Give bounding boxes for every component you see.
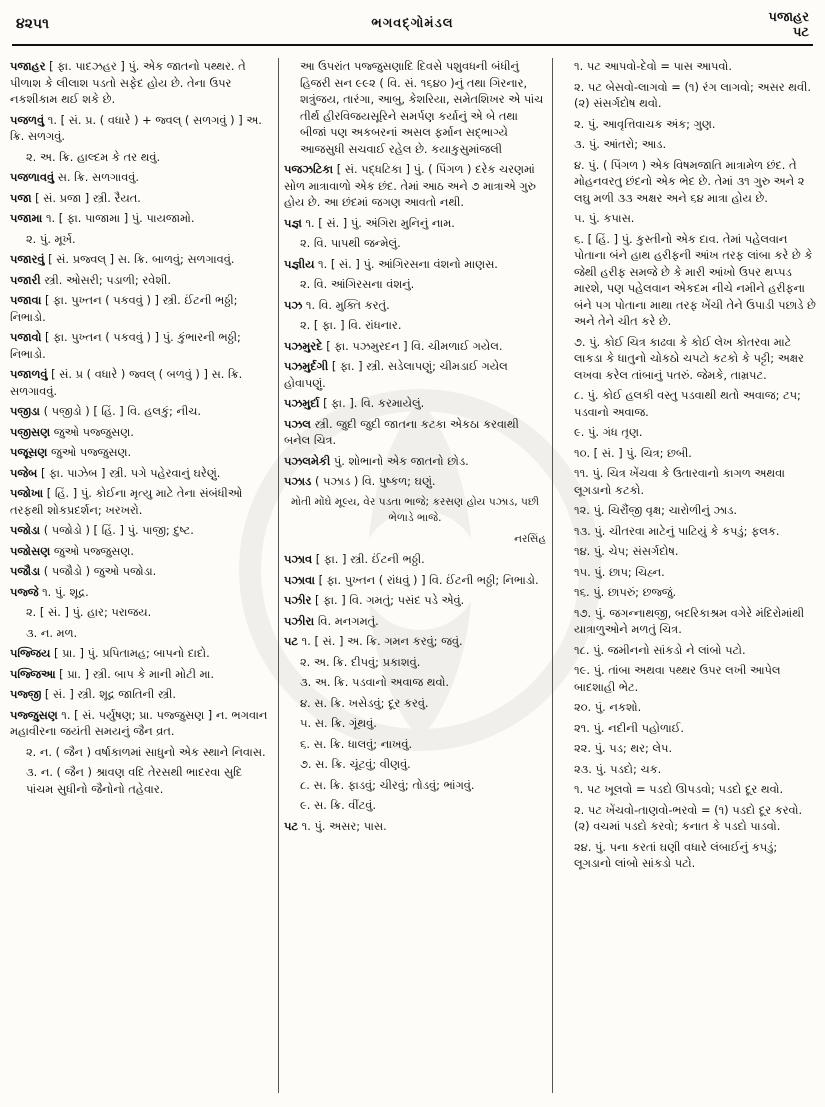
headword: પઝલ — [284, 416, 311, 431]
dictionary-entry — [10, 645, 272, 662]
dictionary-entry — [558, 740, 816, 757]
dictionary-entry — [284, 416, 546, 449]
definition-text: [ ફા. ]. વિ. કરમાયેલું. — [323, 396, 425, 410]
dictionary-entry — [284, 276, 546, 293]
dictionary-entry — [558, 802, 816, 835]
dictionary-entry — [284, 531, 546, 548]
definition-text: [ ફા. પાદઝહર ] પું. એક જાતનો પથ્થર. તે પીળાશ કે લીલાશ પડતો સફેદ હોય છે. તેના ઉપર નકશીકામ થઈ શકે છે. — [10, 59, 246, 106]
dictionary-entry — [10, 112, 272, 145]
definition-text: ( પજોડો ) [ હિં. ] પું. પાજી; દુષ્ટ. — [43, 523, 194, 537]
definition-text: [ પ્રા. ] સ્ત્રી. બાપ કે માની મોટી મા. — [59, 666, 215, 681]
definition-text: જુઓ પજ્જુસણ. — [50, 445, 132, 459]
dictionary-entry — [558, 210, 816, 227]
dictionary-entry — [10, 744, 272, 761]
definition-text: [ ફા. ] વિ. ગમતું; પસંદ પડે એવું. — [315, 593, 465, 607]
dictionary-entry — [558, 424, 816, 441]
dictionary-entry — [284, 338, 546, 355]
dictionary-entry — [558, 334, 816, 384]
definition-text: ૨. [ સં. ] પું. હાર; પરાજય. — [26, 605, 152, 619]
definition-text: જુઓ પજ્જુસણ. — [53, 424, 134, 439]
dictionary-entry — [284, 715, 546, 732]
dictionary-entry — [558, 662, 816, 695]
column-divider — [278, 58, 279, 1093]
definition-text: [ હિં. ] પું. કોઈના મૃત્યુ માટે તેના સંબંધીઓ તરફથી શોકપ્રદર્શન; ખરખરો. — [10, 486, 243, 517]
dictionary-entry — [10, 403, 272, 420]
definition-text: ૧૨. પું. ચિરૌંજી વૃક્ષ; ચારોળીનું ઝાડ. — [574, 503, 738, 517]
definition-text: ૧૫. પું. છાપ; ચિહ્ન. — [574, 564, 665, 579]
dictionary-entry — [10, 625, 272, 642]
definition-text: ૩. ન. ( જૈન ) શ્રાવણ વદિ તેરસથી ભાદરવા સુદિ પાંચમ સુધીનો જૈનોનો તહેવાર. — [26, 765, 243, 796]
headword: પજ્જી — [10, 687, 42, 701]
dictionary-entry — [10, 149, 272, 166]
dictionary-entry — [284, 818, 546, 835]
dictionary-entry — [10, 485, 272, 518]
dictionary-entry — [284, 256, 546, 273]
definition-text: ૨. વિ. પાપથી જન્મેલું. — [300, 236, 401, 250]
headword: પજીસણ — [10, 424, 51, 439]
definition-text: પું. શોભાનો એક જાતનો છોડ. — [333, 453, 469, 468]
headword: પજોસણ — [10, 543, 51, 558]
definition-text: વિ. મનગમતું. — [317, 613, 379, 628]
dictionary-entry — [10, 543, 272, 560]
dictionary-entry — [284, 453, 546, 470]
definition-text: [ સં. પ્રજ્વલ્ ] સ. ક્રિ. બાળવું; સળગાવવું. — [48, 252, 235, 266]
headword: પજારી — [10, 272, 41, 287]
definition-text: [ સં. ] સ્ત્રી. શૂદ્ર જાતિની સ્ત્રી. — [44, 687, 176, 701]
dictionary-entry — [558, 543, 816, 560]
dictionary-entry — [10, 465, 272, 482]
definition-text: ૧૦. [ સં. ] પું. ચિત્ર; છબી. — [574, 445, 692, 460]
definition-text: ૨૩. પું. પડદો; ચક. — [574, 761, 662, 776]
headword: પજોખા — [10, 486, 44, 500]
definition-text: ૧૩. પું. ચીતરવા માટેનું પાટિયું કે કપડું; ફલક. — [574, 523, 780, 538]
page-header — [12, 8, 813, 42]
dictionary-entry — [558, 79, 816, 112]
definition-text: ૧. [ સં. પ્ર. ( વધારે ) + જ્વલ્ ( સળગવું ) ] અ. ક્રિ. સળગવું. — [10, 112, 262, 143]
headword: પજાવો — [10, 330, 42, 344]
dictionary-entry — [284, 654, 546, 671]
definition-text: ૨. પટ ખેંચવો-તાણવો-ભરવો = (૧) પડદો દૂર કરવો. (૨) વચમાં પડદો કરવો; કનાત કે પડદો પાડવો. — [574, 802, 803, 833]
headword: પઝાવા — [284, 572, 315, 587]
definition-text: ૨૪. પું. પના કરતાં ઘણી વધારે લંબાઈનું કપડું; લૂગડાનો લાંબો સાંકડો પટો. — [574, 839, 778, 870]
dictionary-entry — [284, 494, 546, 527]
definition-text: ૧. પટ ખૂલવો = પડદો ઊપડવો; પડદો દૂર થવો. — [574, 782, 784, 796]
definition-text: ૧૭. પું. જગન્નાથજી, બદરિકાશ્રમ વગેરે મંદિરોમાંથી યાત્રાળુઓને મળતું ચિત્ર. — [574, 605, 805, 636]
page-number-left: ૪૨૫૧ — [16, 16, 49, 32]
headword: પઝમુર્દા — [284, 396, 320, 410]
definition-text: ૯. પું. ગંધ તૃણ. — [574, 425, 643, 439]
dictionary-entry — [284, 215, 546, 232]
dictionary-entry — [10, 210, 272, 227]
dictionary-entry — [10, 666, 272, 683]
definition-text: [ ફા. પુખ્તન ( પકવવું ) ] પું. કુંભારની ભઠ્ઠી; નિભાડો. — [10, 330, 241, 361]
dictionary-entry — [558, 58, 816, 75]
definition-text: ૧૪. પું. ચેપ; સંસર્ગદોષ. — [574, 544, 679, 558]
headword: પજ્ઞ — [284, 215, 302, 230]
dictionary-entry — [10, 444, 272, 461]
dictionary-entry — [284, 695, 546, 712]
dictionary-entry — [284, 633, 546, 650]
definition-text: ૮. સ. ક્રિ. ફાડવું; ચીરવું; તોડવું; ભાંગવું. — [300, 777, 475, 792]
dictionary-entry — [558, 642, 816, 659]
dictionary-entry — [10, 707, 272, 740]
definition-text: [ ફા. ] સ્ત્રી. ઈંટની ભઠ્ઠી. — [315, 552, 425, 566]
definition-text: ( પઝાડ ) વિ. પુષ્કળ; ઘણું. — [314, 474, 436, 488]
definition-text: સ્ત્રી. ઓસરી; પડાળી; રવેશી. — [44, 272, 171, 287]
definition-text: ૪. સ. ક્રિ. ખસેડવું; દૂર કરવું. — [300, 695, 429, 710]
definition-text: ૧૧. પું. ચિત્ર ખેંચવા કે ઉતારવાનો કાગળ અથવા લૂગડાનો કટકો. — [574, 466, 785, 497]
definition-text: ૫. સ. ક્રિ. ગૂંથવું. — [300, 716, 377, 730]
definition-text: ૧. [ સં. ] પું. આંગિરસના વંશનો માણસ. — [318, 256, 498, 271]
definition-text: ૬. સ. ક્રિ. ધાલવું; નાખવું. — [300, 736, 413, 751]
definition-text: ૨. ન. ( જૈન ) વર્ષાકાળમાં સાધુનો એક સ્થાને નિવાસ. — [26, 744, 266, 759]
definition-text: ૧. [ સં. ] પું. અંગિરા મુનિનું નામ. — [305, 215, 455, 230]
headword: પજાહર — [10, 59, 46, 73]
dictionary-entry — [558, 136, 816, 153]
definition-text: [ સં. પ્ર ( વધારે ) જ્વલ્ ( બળવું ) ] સ. ક્રિ. સળગાવવું. — [10, 367, 243, 398]
definition-text: ૧. [ ફા. પાજામા ] પું. પાયજામો. — [45, 211, 195, 225]
definition-text: ૩. ન. મળ. — [26, 625, 78, 640]
headword: પજઝટિકા — [284, 162, 334, 176]
dictionary-entry — [284, 58, 546, 157]
headword: પટ — [284, 818, 299, 833]
definition-text: ૩. પું. આંતરો; આડ. — [574, 137, 667, 151]
headword: પટ — [284, 634, 299, 648]
dictionary-entry — [558, 116, 816, 133]
headword: પઝલમેકી — [284, 453, 331, 468]
dictionary-entry — [558, 502, 816, 519]
definition-text: ૧. પું. અસર; પાસ. — [301, 818, 387, 833]
definition-text: ( પજીડો ) [ હિં. ] વિ. હલકું; નીચ. — [43, 404, 201, 418]
headword: પજીડા — [10, 404, 40, 418]
definition-text: આ ઉપરાંત પજ્જુસણાદિ દિવસે પશુવધની બંધીનું હિજરી સન ૯૯૨ ( વિ. સં. ૧૬૪૦ )નું તથા ગિરનાર, શત્રુંજય, તારંગા, આબુ, કેશરિયા, સમેતશિખર એ પાંચ તીર્થ હીરવિજયસૂરિને સમર્પણ કર્યાનું એ બે તથા બીજાં પણ અકબરનાં અસલ ફર્માન સદ્ભાગ્યે આજસુધી સચવાઈ રહેલ છે. કયાકુસુમાંજલી — [300, 59, 544, 156]
headword: પજ્જે — [10, 584, 39, 599]
definition-text: ૪. પું. ( પિંગળ ) એક વિષમજાતિ માત્રામેળ છંદ. તે મોહનવરતુ છંદનો એક ભેદ છે. તેમાં ૩૧ ગુરુ અને ૨ લઘુ મળી ૩૩ અક્ષર અને ૬૪ માત્રા હોય છે. — [574, 157, 805, 205]
dictionary-entry — [10, 522, 272, 539]
definition-text: [ ફા. પુખ્તન ( પકવવું ) ] સ્ત્રી. ઈંટની ભઠ્ઠી; નિભાડો. — [10, 293, 238, 324]
dictionary-entry — [10, 190, 272, 207]
guide-word-top: પજાહર — [768, 10, 809, 25]
dictionary-entry — [558, 839, 816, 872]
headword: પઝ — [284, 297, 303, 312]
dictionary-entry — [558, 605, 816, 638]
dictionary-entry — [284, 674, 546, 691]
dictionary-entry — [284, 797, 546, 814]
definition-text: [ ફા. પાઝેબ ] સ્ત્રી. પગે પહેરવાનું ઘરેણું. — [40, 465, 221, 480]
definition-text: ( પજૌડો ) જુઓ પજોડા. — [43, 564, 157, 578]
headword: પજ્જિઆ — [10, 666, 56, 681]
dictionary-entry — [10, 231, 272, 248]
dictionary-entry — [558, 445, 816, 462]
book-title: ભગવદ્ગોમંડલ — [371, 16, 454, 31]
definition-text: ૨. [ ફા. ] વિ. રાંધનાર. — [300, 318, 402, 332]
definition-text: [ સં. પદ્ધટિકા ] પું. ( પિંગળ ) દરેક ચરણમાં સોળ માત્રાવાળો એક છંદ. તેમાં આઠ અને ૭ માત્રાએ ગુરુ હોય છે. આ છંદમાં જગણ આવતો નથી. — [284, 162, 536, 209]
dictionary-entry — [284, 756, 546, 773]
dictionary-entry — [284, 613, 546, 630]
dictionary-entry — [284, 161, 546, 211]
dictionary-entry — [10, 272, 272, 289]
definition-text: ૫. પું. કપાસ. — [574, 211, 635, 225]
dictionary-entry — [10, 424, 272, 441]
headword: પઝમુરદે — [284, 338, 323, 353]
definition-text: ૯. સ. ક્રિ. વીંટવું. — [300, 798, 377, 812]
headword: પજ્જિય — [10, 646, 51, 660]
dictionary-entry — [558, 720, 816, 737]
definition-text: ૧. [ સં. ] અ. ક્રિ. ગમન કરવું; જવું. — [301, 634, 463, 648]
definition-text: સ. ક્રિ. સળગાવવું. — [57, 170, 140, 184]
dictionary-entry — [284, 736, 546, 753]
headword: પજારવું — [10, 252, 45, 266]
dictionary-entry — [284, 358, 546, 391]
dictionary-entry — [558, 761, 816, 778]
definition-text: ૨૦. પું. નકશો. — [574, 700, 642, 714]
headword: પજોડા — [10, 523, 41, 537]
headword: પઝીરા — [284, 613, 315, 628]
definition-text: ૭. સ. ક્રિ. ચૂંટવું; વીણવું. — [300, 757, 411, 771]
definition-text: ૧. વિ. મુક્તિ કરતું. — [305, 297, 390, 312]
dictionary-entry — [284, 572, 546, 589]
definition-text: [ પ્રા. ] પું. પ્રપિતામહ; બાપનો દાદો. — [54, 646, 210, 660]
dictionary-entry — [284, 777, 546, 794]
definition-text: ૧૯. પું. તાંબા અથવા પથ્થર ઉપર લખી આપેલ બાદશાહી ભેટ. — [574, 663, 781, 694]
definition-text: [ સં. પ્રજા ] સ્ત્રી. રૈયત. — [35, 190, 141, 205]
dictionary-entry — [558, 699, 816, 716]
dictionary-entry — [558, 584, 816, 601]
definition-text: ૨. પું. આવૃત્તિવાચક અંક; ગુણ. — [574, 116, 716, 131]
dictionary-entry — [284, 592, 546, 609]
headword: પજ્ઞીય — [284, 256, 315, 271]
headword: પઝાવ — [284, 552, 313, 566]
dictionary-entry — [284, 297, 546, 314]
column-2 — [284, 58, 546, 1098]
headword: પજામા — [10, 211, 43, 225]
definition-text: ૧. પટ આપવો-દેવો = પાસ આપવો. — [574, 59, 732, 73]
dictionary-entry — [284, 317, 546, 334]
headword: પજળવું — [10, 112, 45, 127]
dictionary-entry — [10, 329, 272, 362]
definition-text: ૨. અ. ક્રિ. દીપવું; પ્રકાશવું. — [300, 654, 421, 669]
definition-text: ૧૮. પું. જમીનનો સાંકડો ને લાંબો પટો. — [574, 642, 746, 657]
definition-text: ૮. પું. કોઈ હલકી વસ્તુ પડવાથી થતો અવાજ; ટપ; પડવાનો અવાજ. — [574, 388, 801, 419]
dictionary-entry — [10, 169, 272, 186]
dictionary-entry — [558, 465, 816, 498]
headword: પઝાડ — [284, 474, 312, 488]
definition-text: ૬. [ હિં. ] પું. કુસ્તીનો એક દાવ. તેમાં પહેલવાન પોતાના બંને હાથ હરીફની આંખ તરફ લાંબા કરે છે કે જેથી હરીફ સમજે છે કે મારી આંખો ઉપર થપ્પડ મારશે, પણ પહેલવાન એકદમ નીચે નમીને હરીફના બંને પગ પોતાના માથા તરફ ખેંચી તેને ઉપાડી પછાડે છે અને તેને ચીત કરે છે. — [574, 231, 816, 328]
definition-text: જુઓ પજ્જુસણ. — [53, 543, 134, 558]
dictionary-entry — [10, 764, 272, 797]
definition-text: [ ફા. પઝમુરદન ] વિ. ચીમળાઈ ગયેલ. — [326, 338, 503, 353]
headword: પજૂસણ — [10, 445, 48, 459]
definition-text: સ્ત્રી. જુદી જુદી જાતના કટકા એકઠા કરવાથી બનેલ ચિત્ર. — [284, 416, 519, 447]
column-divider — [552, 58, 553, 1093]
dictionary-entry — [10, 686, 272, 703]
dictionary-entry — [10, 563, 272, 580]
definition-text: [ ફા. ] સ્ત્રી. સડેલાપણું; ચીમડાઈ ગયેલ હોવાપણું. — [284, 359, 508, 390]
dictionary-entry — [558, 387, 816, 420]
definition-text: ૨. પટ બેસવો-લાગવો = (૧) રંગ લાગવો; અસર થવી. (૨) સંસર્ગદોષ થવો. — [574, 79, 811, 110]
dictionary-entry — [558, 523, 816, 540]
definition-text: ૭. પું. કોઈ ચિત્ર કાઢવા કે કોઈ લેખ કોતરવા માટે લાકડા કે ધાતુનો ચોકઠો ચપટો કટકો કે પટ્ટી; અક્ષર લખવા કરેલ તાંબાનું પતરું. જેમકે, તામ્રપટ. — [574, 334, 804, 382]
definition-text: ૨. વિ. આંગિરસના વંશનું. — [300, 277, 415, 291]
dictionary-entry — [10, 604, 272, 621]
headword: પજાવા — [10, 293, 42, 307]
definition-text: ૧. પું. શૂદ્ર. — [42, 584, 89, 599]
dictionary-entry — [284, 235, 546, 252]
definition-text: ૨. અ. ક્રિ. હાલ્દમ કે તર થવું. — [26, 149, 161, 164]
column-1 — [10, 58, 272, 1098]
headword: પજા — [10, 190, 32, 205]
column-3 — [558, 58, 816, 1098]
guide-word-bottom: પટ — [792, 25, 809, 40]
headword: પજ્જુસણ — [10, 707, 58, 722]
dictionary-entry — [284, 395, 546, 412]
dictionary-entry — [558, 781, 816, 798]
headword: પજૌડા — [10, 564, 41, 578]
headword: પજાળવું — [10, 367, 48, 381]
dictionary-entry — [10, 251, 272, 268]
definition-text: નરસિંહ — [514, 532, 546, 545]
dictionary-entry — [558, 157, 816, 207]
definition-text: ૨૧. પું. નદીની પહોળાઈ. — [574, 720, 685, 735]
definition-text: ૨. પું. મૂર્ખ. — [26, 231, 76, 246]
headword: પઝીર — [284, 593, 312, 607]
guide-words — [769, 10, 809, 40]
definition-text: ૧૬. પું. છાપરું; છજ્જું. — [574, 585, 677, 599]
definition-text: ૩. અ. ક્રિ. પડવાનો અવાજ થવો. — [300, 675, 450, 689]
dictionary-entry — [558, 231, 816, 330]
dictionary-entry — [284, 551, 546, 568]
dictionary-entry — [10, 366, 272, 399]
dictionary-entry — [284, 473, 546, 490]
definition-text: મોતી મોંઘે મૂલ્ય, વેર પડતા ભાજે; કરસણ હોય પઝાડ, પછી ભેળાડે ભાજે. — [290, 495, 540, 524]
headword: પઝમુર્દગી — [284, 359, 329, 373]
dictionary-entry — [10, 292, 272, 325]
header-rule — [12, 44, 813, 46]
definition-text: [ ફા. પુખ્તન ( રાંધવું ) ] વિ. ઈંટની ભઠ્ઠી; નિભાડો. — [318, 572, 539, 587]
dictionary-entry — [10, 58, 272, 108]
dictionary-entry — [10, 584, 272, 601]
headword: પજળાવવું — [10, 170, 55, 184]
definition-text: ૧. [ સં. પર્યુષણ; પ્રા. પજ્જુસણ ] ન. ભગવાન મહાવીરના જયંતી સમયનું જૈન વ્રત. — [10, 707, 268, 738]
headword: પજેબ — [10, 465, 38, 480]
dictionary-entry — [558, 564, 816, 581]
definition-text: ૨૨. પું. પડ; થર; લેપ. — [574, 741, 673, 755]
